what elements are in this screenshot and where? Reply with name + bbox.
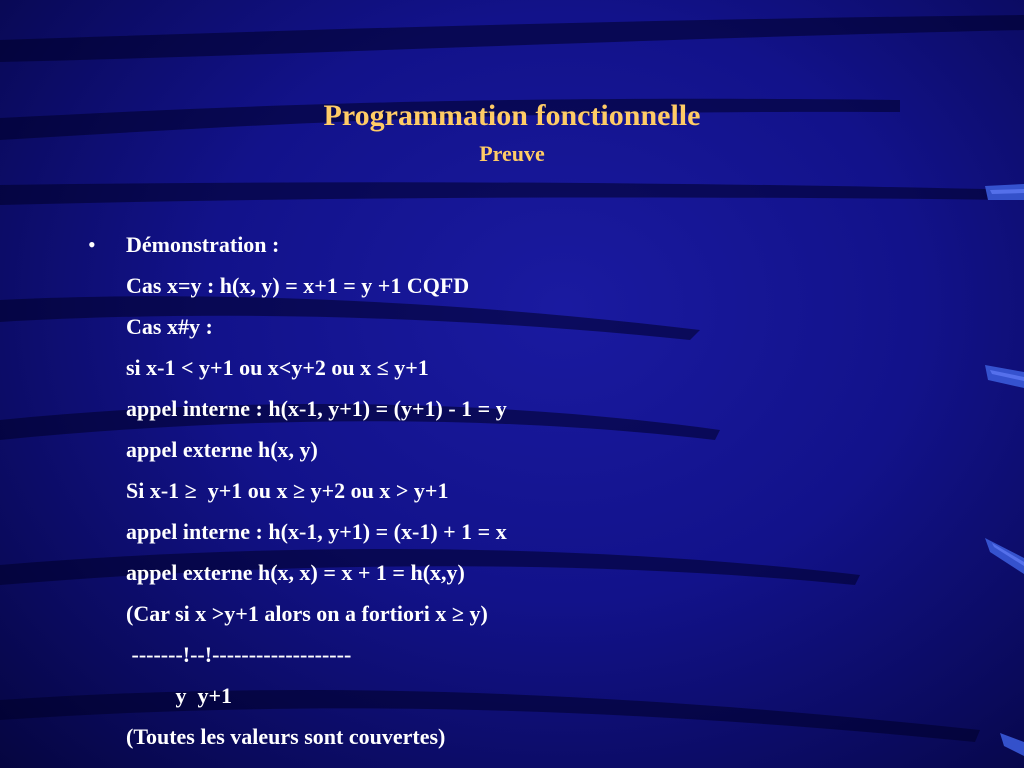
bullet-marker: • bbox=[88, 232, 96, 257]
body-line: (Car si x >y+1 alors on a fortiori x ≥ y) bbox=[126, 601, 488, 626]
body-line: Cas x#y : bbox=[126, 314, 213, 339]
body-line: Démonstration : bbox=[126, 232, 280, 257]
body-line: appel interne : h(x-1, y+1) = (y+1) - 1 = y bbox=[126, 396, 507, 421]
body-line: Cas x=y : h(x, y) = x+1 = y +1 CQFD bbox=[126, 273, 470, 298]
body-line: Si x-1 ≥ y+1 ou x ≥ y+2 ou x > y+1 bbox=[126, 478, 449, 503]
slide-subtitle: Preuve bbox=[479, 141, 545, 166]
body-line: y y+1 bbox=[126, 683, 233, 708]
body-line: si x-1 < y+1 ou x<y+2 ou x ≤ y+1 bbox=[126, 355, 429, 380]
body-line: appel interne : h(x-1, y+1) = (x-1) + 1 = x bbox=[126, 519, 507, 544]
slide-title: Programmation fonctionnelle bbox=[323, 99, 701, 132]
body-line: appel externe h(x, y) bbox=[126, 437, 318, 462]
body-line: (Toutes les valeurs sont couvertes) bbox=[126, 724, 446, 749]
body-line: -------!--!------------------- bbox=[126, 642, 352, 667]
body-line: appel externe h(x, x) = x + 1 = h(x,y) bbox=[126, 560, 465, 585]
